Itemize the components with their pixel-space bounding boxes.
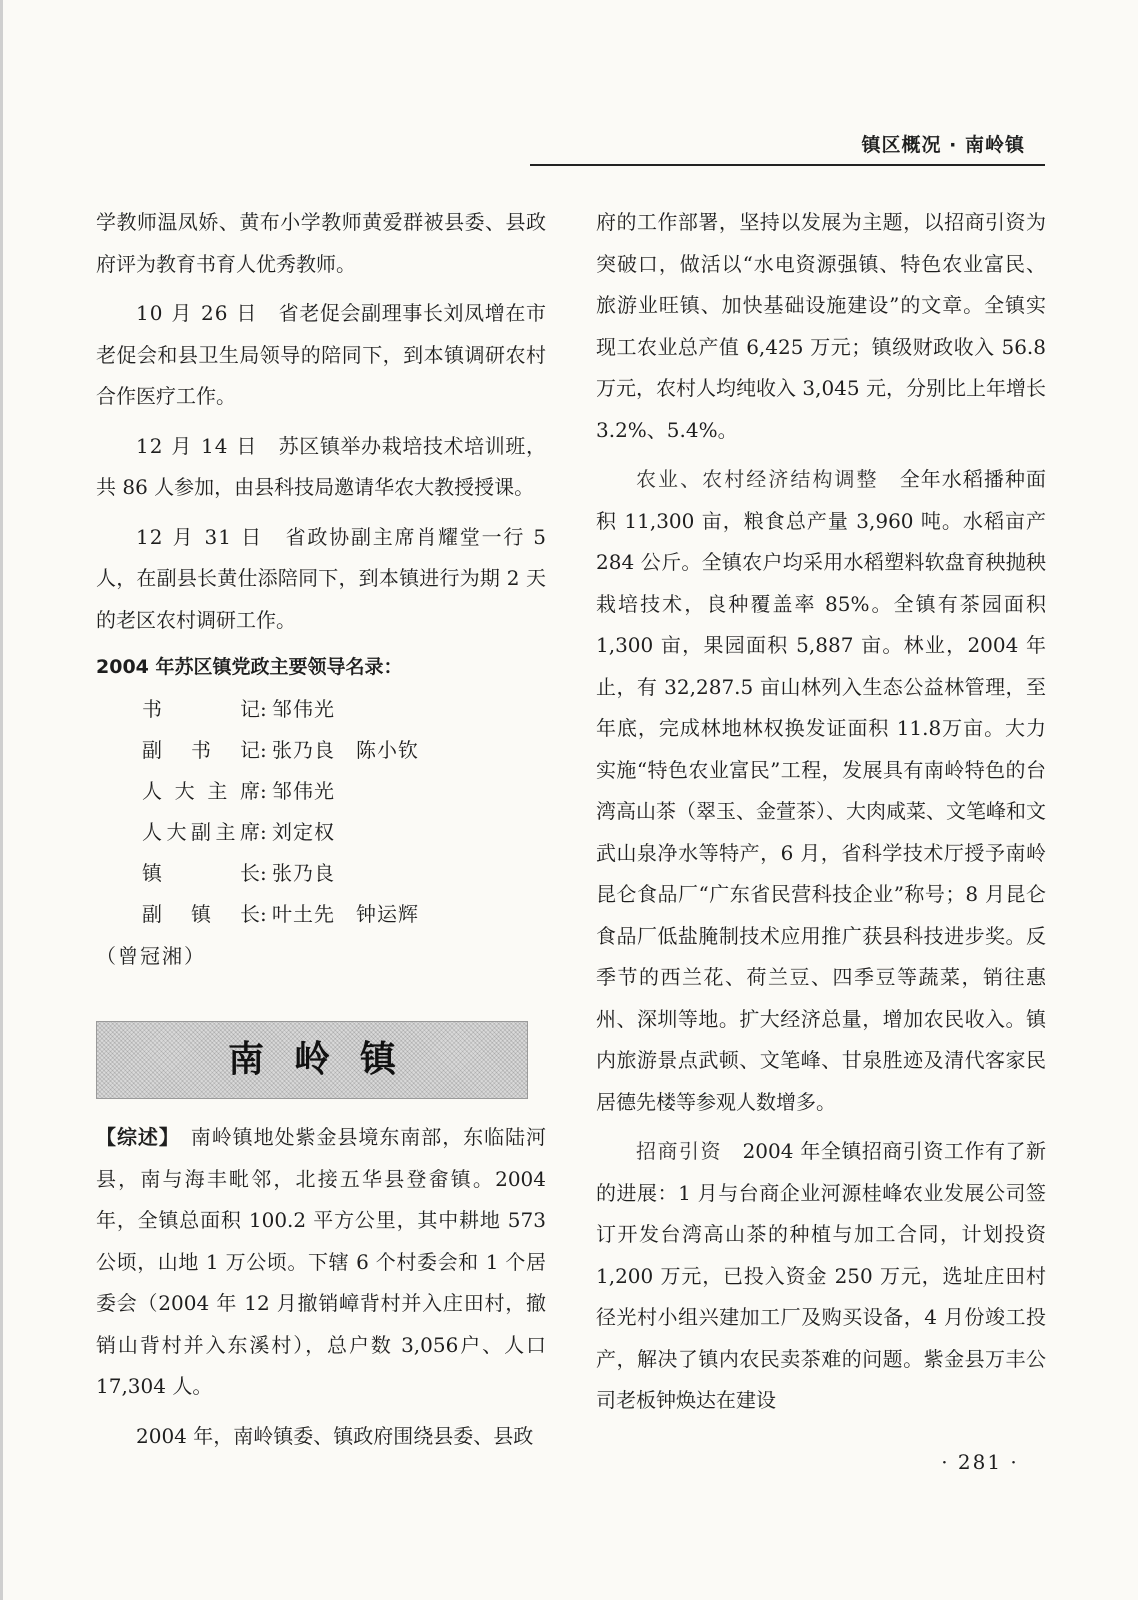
leader-title: 书记	[142, 697, 260, 721]
leader-row: 副书记 : 张乃良 陈小钦	[96, 730, 546, 771]
leader-row: 镇长 : 张乃良	[96, 853, 546, 894]
leaders-heading: 2004 年苏区镇党政主要领导名录：	[96, 656, 403, 678]
leader-row: 副镇长 : 叶土先 钟运辉	[96, 894, 546, 935]
leader-row: 书记 : 邹伟光	[96, 689, 546, 730]
overview-text: 南岭镇地处紫金县境东南部，东临陆河县，南与海丰毗邻，北接五华县登畲镇。2004 年，全镇总面积 100.2 平方公里，其中耕地 573 公顷，山地 1 万公顷。下辖 6 个村委会和 1 个居委会（2004 年 12 月撤销嶂背村并入庄田村，撤销山背村并入东溪村），总户数 3,056户、人口 17,304 人。	[96, 1125, 547, 1398]
header-rule	[530, 164, 1045, 166]
section-banner	[96, 1021, 528, 1099]
leader-title: 镇长	[142, 861, 260, 885]
leader-row: 人大副主席 : 刘定权	[96, 812, 546, 853]
leader-names: 邹伟光	[272, 779, 335, 803]
event-entry	[96, 293, 546, 418]
agriculture-label: 农业、农村经济结构调整	[636, 467, 879, 491]
event-date: 12 月 14 日	[136, 433, 259, 458]
section-title: 南岭镇	[227, 1039, 426, 1081]
agriculture-text: 全年水稻播种面积 11,300 亩，粮食总产量 3,960 吨。水稻亩产 284 公斤。全镇农户均采用水稻塑料软盘育秧抛秧栽培技术，良种覆盖率 85%。全镇有茶园面积 1,300 亩，果园面积 5,887 亩。林业，2004 年止，有 32,287.5 亩山林列入生态公益林管理，至年底，完成林地林权换发证面积 11.8万亩。大力实施“特色农业富民”工程，发展具有南岭特色的台湾高山茶（翠玉、金萱茶）、大肉咸菜、文笔峰和文武山泉净水等特产，6 月，省科学技术厅授予南岭昆仑食品厂“广东省民营科技企业”称号；8 月昆仑食品厂低盐腌制技术应用推广获县科技进步奖。反季节的西兰花、荷兰豆、四季豆等蔬菜，销往惠州、深圳等地。扩大经济总量，增加农民收入。镇内旅游景点武顿、文笔峰、甘泉胜迹及清代客家民居德先楼等参观人数增多。	[596, 467, 1047, 1114]
investment-paragraph	[596, 1131, 1046, 1422]
leader-names: 张乃良 陈小钦	[272, 738, 419, 762]
event-entry	[96, 517, 546, 642]
left-column	[96, 202, 546, 1465]
leader-title: 副书记	[142, 738, 260, 762]
event-date: 12 月 31 日	[136, 524, 264, 549]
leader-title: 人大副主席	[142, 820, 260, 844]
leader-title: 人大主席	[142, 779, 260, 803]
investment-text: 2004 年全镇招商引资工作有了新的进展：1 月与台商企业河源桂峰农业发展公司签订开发台湾高山茶的种植与加工合同，计划投资 1,200 万元，已投入资金 250 万元，选址庄田村径光村小组兴建加工厂及购买设备，4 月份竣工投产，解决了镇内农民卖茶难的问题。紫金县万丰公司老板钟焕达在建设	[596, 1139, 1046, 1412]
running-head	[530, 130, 1045, 166]
leader-row: 人大主席 : 邹伟光	[96, 771, 546, 812]
page-edge	[0, 0, 3, 1600]
leaders-list	[96, 689, 546, 935]
paragraph-continuation: 府的工作部署，坚持以发展为主题，以招商引资为突破口，做活以“水电资源强镇、特色农业富民、旅游业旺镇、加快基础设施建设”的文章。全镇实现工农业总产值 6,425 万元；镇级财政收入 56.8 万元，农村人均纯收入 3,045 元，分别比上年增长 3.2%、5.4%。	[596, 210, 1046, 442]
right-column	[596, 202, 1046, 1430]
investment-label: 招商引资	[636, 1139, 723, 1163]
leader-title: 副镇长	[142, 902, 260, 926]
intro-fragment: 学教师温凤娇、黄布小学教师黄爱群被县委、县政府评为教育书育人优秀教师。	[96, 210, 546, 276]
overview-paragraph	[96, 1117, 546, 1408]
event-text: 苏区镇举办栽培技术培训班，共 86 人参加，由县科技局邀请华农大教授授课。	[96, 433, 546, 499]
leader-names: 刘定权	[272, 820, 335, 844]
running-head-text: 镇区概况 · 南岭镇	[861, 134, 1025, 156]
leader-names: 邹伟光	[272, 697, 335, 721]
agriculture-paragraph	[596, 459, 1046, 1123]
overview-label: 【综述】	[96, 1125, 170, 1149]
event-text: 省老促会副理事长刘凤增在市老促会和县卫生局领导的陪同下，到本镇调研农村合作医疗工作。	[96, 301, 546, 408]
event-entry	[96, 426, 546, 509]
page-number: · 281 ·	[941, 1450, 1019, 1474]
leader-names: 张乃良	[272, 861, 335, 885]
paragraph-start: 2004 年，南岭镇委、镇政府围绕县委、县政	[136, 1423, 534, 1448]
event-text: 省政协副主席肖耀堂一行 5 人，在副县长黄仕添陪同下，到本镇进行为期 2 天的老区农村调研工作。	[96, 524, 546, 632]
event-date: 10 月 26 日	[136, 301, 259, 325]
leader-names: 叶土先 钟运辉	[272, 902, 419, 926]
author-credit: （曾冠湘）	[96, 944, 206, 968]
